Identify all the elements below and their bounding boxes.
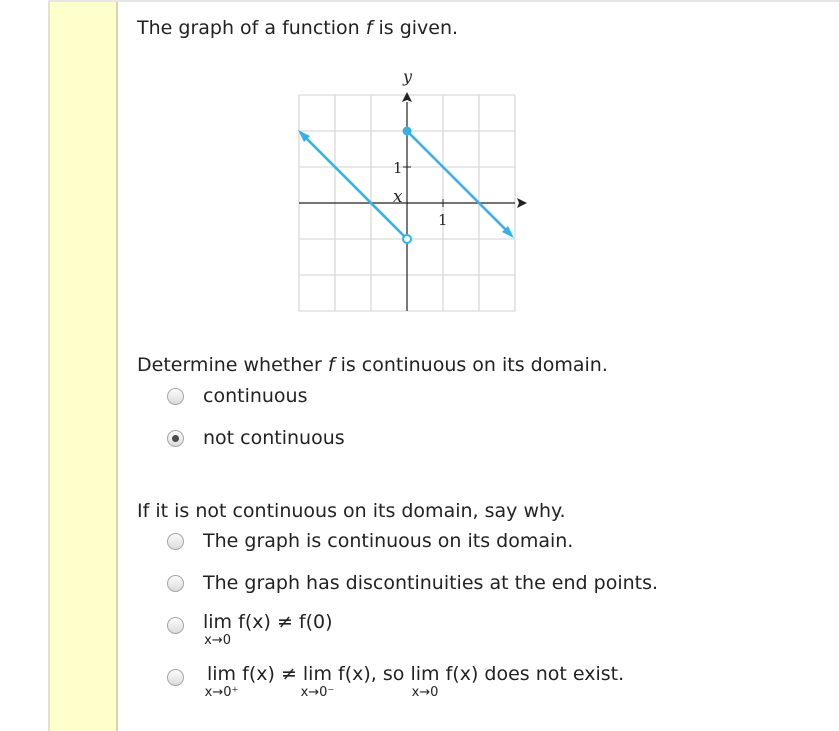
y-tick-label: 1 (393, 159, 403, 177)
lim-subscript-right: x→0⁺ (204, 685, 239, 700)
limit-expression-2 (204, 663, 625, 700)
lim-text: lim (203, 611, 233, 633)
function-graph (291, 62, 531, 324)
intro-text (137, 17, 458, 39)
radio-graph-continuous[interactable] (167, 533, 184, 550)
y-axis-label: y (403, 67, 413, 86)
lim-text-two-sided: lim (410, 663, 440, 685)
right-limit-operator (204, 663, 239, 700)
lim-subscript-left: x→0⁻ (300, 685, 335, 700)
part1-prompt-end: is continuous on its domain. (340, 354, 608, 376)
radio-continuous[interactable] (167, 388, 184, 405)
does-not-exist-text: does not exist. (484, 663, 625, 685)
option-continuous-label: continuous (203, 385, 308, 407)
part1-prompt (137, 354, 608, 376)
left-line-segment (303, 135, 407, 239)
part1-prompt-start: Determine whether (137, 354, 322, 376)
part2-prompt: If it is not continuous on its domain, say why. (137, 500, 566, 522)
option-not-continuous-label: not continuous (203, 427, 345, 449)
fx-right-term: f(x) (242, 663, 275, 685)
fx-left-term: f(x), (338, 663, 377, 685)
x-axis-label: x (393, 187, 403, 207)
y-axis-arrow-icon (402, 92, 412, 102)
part1-prompt-var: f (327, 354, 335, 376)
left-limit-operator (300, 663, 335, 700)
open-point (403, 235, 411, 243)
intro-var: f (365, 17, 373, 39)
lim-text-left: lim (302, 663, 332, 685)
question-sidebar (48, 2, 118, 731)
radio-not-continuous[interactable] (167, 430, 184, 447)
lim-text-right: lim (207, 663, 237, 685)
intro-start: The graph of a function (137, 17, 360, 39)
lim-subscript-two-sided: x→0 (411, 685, 439, 700)
not-equal-sign-2: ≠ (280, 663, 297, 685)
question-content (137, 0, 837, 731)
radio-limit-does-not-exist[interactable] (167, 669, 184, 686)
x-axis-arrow-icon (517, 198, 527, 208)
limit-operator (203, 611, 233, 648)
option-endpoint-discontinuities-label: The graph has discontinuities at the end points. (203, 572, 659, 594)
limit-expression-1 (203, 611, 333, 648)
f0-term: f(0) (298, 611, 333, 633)
not-equal-sign: ≠ (276, 611, 293, 633)
radio-endpoint-discontinuities[interactable] (167, 575, 184, 592)
option-graph-continuous-label: The graph is continuous on its domain. (203, 530, 574, 552)
two-sided-limit-operator (410, 663, 440, 700)
right-line-segment (407, 131, 509, 233)
x-tick-label: 1 (438, 211, 448, 229)
radio-limit-not-equal-f0[interactable] (167, 617, 184, 634)
fx-two-sided-term: f(x) (445, 663, 479, 685)
closed-point (403, 127, 412, 136)
so-text: so (382, 663, 405, 685)
fx-term: f(x) (238, 611, 271, 633)
intro-end: is given. (378, 17, 459, 39)
lim-subscript: x→0 (204, 633, 231, 648)
